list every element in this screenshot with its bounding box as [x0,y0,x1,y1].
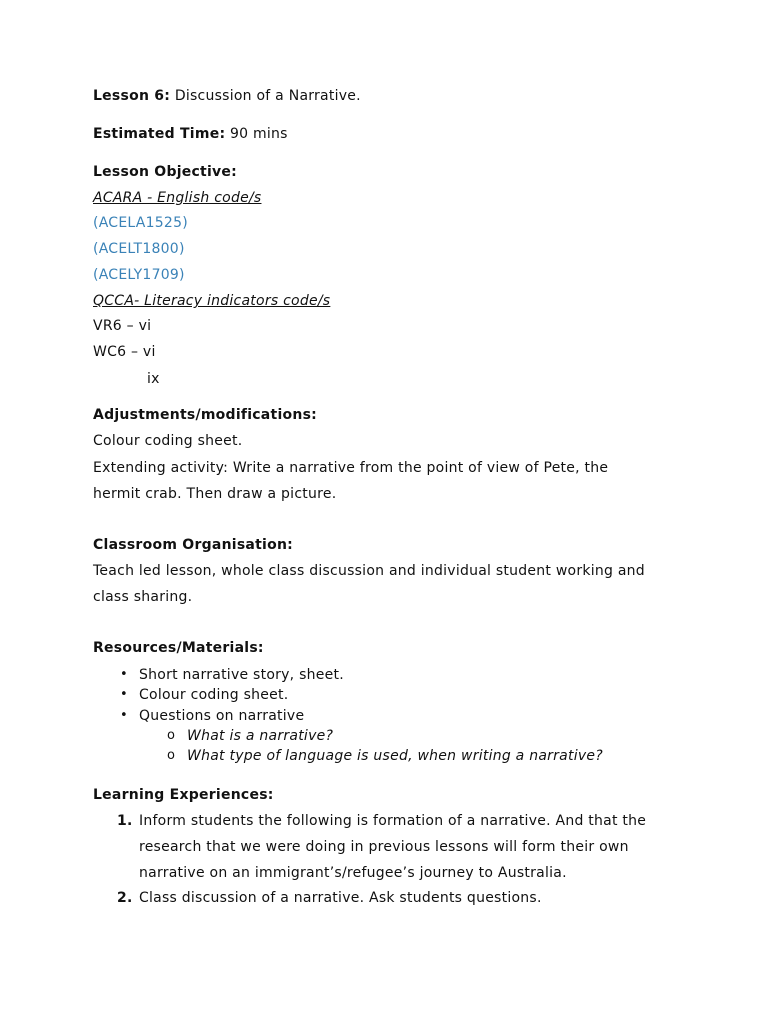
resource-text: Questions on narrative [139,708,305,724]
acara-title: ACARA - English code/s [93,190,262,206]
organisation-line: Teach led lesson, whole class discussion and individual student working and [93,563,645,579]
acara-code[interactable]: (ACELT1800) [93,241,185,257]
bullet-icon: • [120,667,128,682]
adjustments-heading: Adjustments/modifications: [93,407,318,423]
sub-item-text: What type of language is used, when writing a narrative? [187,748,603,764]
indicator-code: ix [147,371,160,387]
learning-heading: Learning Experiences: [93,787,274,803]
resources-heading: Resources/Materials: [93,640,264,656]
estimated-time-label: Estimated Time: [93,126,226,142]
indicator-code: WC6 – vi [93,344,156,360]
adjustments-line: hermit crab. Then draw a picture. [93,486,337,502]
lesson-title: Discussion of a Narrative. [170,88,361,104]
circle-bullet-icon: o [167,748,176,763]
item-number: 1. [117,813,133,829]
objective-heading: Lesson Objective: [93,164,238,180]
resource-text: Colour coding sheet. [139,687,289,703]
learning-line: Inform students the following is formation of a narrative. And that the [139,813,647,829]
acara-code[interactable]: (ACELA1525) [93,215,188,231]
learning-line: Class discussion of a narrative. Ask students questions. [139,890,542,906]
learning-line: research that we were doing in previous lessons will form their own [139,839,629,855]
learning-line: narrative on an immigrant’s/refugee’s journey to Australia. [139,865,567,881]
resource-text: Short narrative story, sheet. [139,667,344,683]
lesson-line [93,87,361,105]
qcca-title: QCCA- Literacy indicators code/s [93,293,331,309]
item-number: 2. [117,890,133,906]
bullet-icon: • [120,687,128,702]
organisation-heading: Classroom Organisation: [93,537,294,553]
bullet-icon: • [120,708,128,723]
lesson-label: Lesson 6: [93,88,171,104]
adjustments-line: Colour coding sheet. [93,433,243,449]
organisation-line: class sharing. [93,589,193,605]
estimated-time-line [93,125,288,143]
circle-bullet-icon: o [167,728,176,743]
adjustments-line: Extending activity: Write a narrative from the point of view of Pete, the [93,460,609,476]
acara-code[interactable]: (ACELY1709) [93,267,185,283]
estimated-time-value: 90 mins [225,126,288,142]
sub-item-text: What is a narrative? [187,728,334,744]
indicator-code: VR6 – vi [93,318,152,334]
